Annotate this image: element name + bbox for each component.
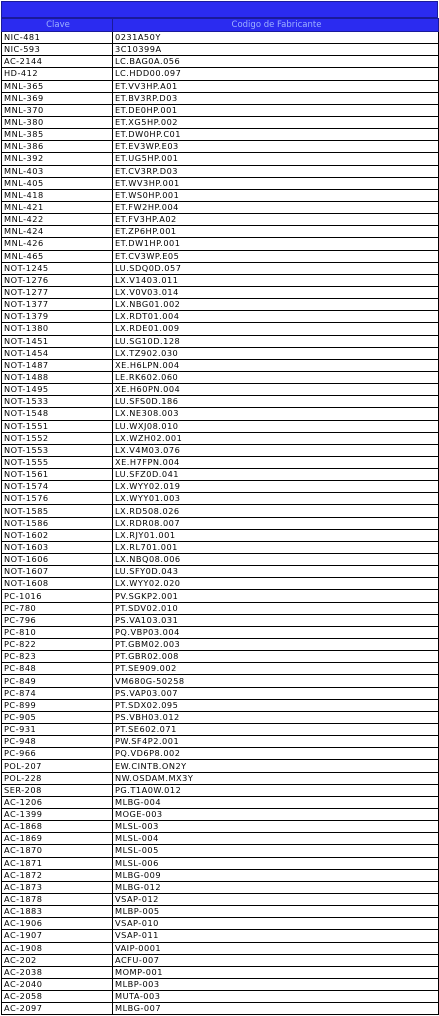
- clave-cell[interactable]: AC-2144: [2, 56, 113, 68]
- table-row: [2, 675, 439, 687]
- codigo-fabricante-cell[interactable]: LX.RDE01.009: [113, 323, 439, 335]
- codigo-fabricante-cell[interactable]: 3C10399A: [113, 44, 439, 56]
- codigo-fabricante-cell[interactable]: MOMP-001: [113, 966, 439, 978]
- table-row: [2, 129, 439, 141]
- clave-cell[interactable]: PC-874: [2, 687, 113, 699]
- table-row: [2, 639, 439, 651]
- clave-cell[interactable]: NOT-1576: [2, 493, 113, 505]
- clave-cell[interactable]: PC-1016: [2, 590, 113, 602]
- clave-cell[interactable]: NOT-1586: [2, 517, 113, 529]
- clave-cell[interactable]: MNL-385: [2, 129, 113, 141]
- table-row: [2, 408, 439, 420]
- header-codigo-fabricante: Codigo de Fabricante: [113, 19, 439, 32]
- codigo-fabricante-cell[interactable]: VSAP-010: [113, 918, 439, 930]
- codigo-fabricante-cell[interactable]: MLSL-006: [113, 857, 439, 869]
- codigo-fabricante-cell[interactable]: PQ.VBP03.004: [113, 626, 439, 638]
- codigo-fabricante-cell[interactable]: ET.WS0HP.001: [113, 189, 439, 201]
- clave-cell[interactable]: PC-899: [2, 699, 113, 711]
- clave-cell[interactable]: NOT-1552: [2, 432, 113, 444]
- clave-cell[interactable]: AC-1206: [2, 796, 113, 808]
- table-row: [2, 32, 439, 44]
- table-row: [2, 760, 439, 772]
- clave-cell[interactable]: AC-1871: [2, 857, 113, 869]
- clave-cell[interactable]: PC-848: [2, 663, 113, 675]
- table-row: [2, 881, 439, 893]
- table-row: [2, 699, 439, 711]
- table-row: [2, 481, 439, 493]
- clave-cell[interactable]: MNL-392: [2, 153, 113, 165]
- codigo-fabricante-cell[interactable]: LU.SFY0D.043: [113, 566, 439, 578]
- codigo-fabricante-cell[interactable]: LX.WYY01.003: [113, 493, 439, 505]
- codigo-fabricante-cell[interactable]: EW.CINTB.ON2Y: [113, 760, 439, 772]
- codigo-fabricante-cell[interactable]: ET.FW2HP.004: [113, 201, 439, 213]
- clave-cell[interactable]: PC-810: [2, 626, 113, 638]
- codigo-fabricante-cell[interactable]: LX.WYY02.020: [113, 578, 439, 590]
- codigo-fabricante-cell[interactable]: 0231A50Y: [113, 32, 439, 44]
- codigo-fabricante-cell[interactable]: ET.ZP6HP.001: [113, 226, 439, 238]
- codigo-fabricante-cell[interactable]: ET.CV3WP.E05: [113, 250, 439, 262]
- codigo-fabricante-cell[interactable]: PT.SDV02.010: [113, 602, 439, 614]
- codigo-fabricante-cell[interactable]: ET.DW0HP.C01: [113, 129, 439, 141]
- codigo-fabricante-cell[interactable]: VSAP-011: [113, 930, 439, 942]
- table-row: [2, 44, 439, 56]
- codigo-fabricante-cell[interactable]: LU.SDQ0D.057: [113, 262, 439, 274]
- clave-cell[interactable]: NOT-1603: [2, 541, 113, 553]
- table-row: [2, 529, 439, 541]
- codigo-fabricante-cell[interactable]: ET.UG5HP.001: [113, 153, 439, 165]
- codigo-fabricante-cell[interactable]: PG.T1A0W.012: [113, 784, 439, 796]
- codigo-fabricante-cell[interactable]: ET.EV3WP.E03: [113, 141, 439, 153]
- table-row: [2, 432, 439, 444]
- clave-cell[interactable]: MNL-403: [2, 165, 113, 177]
- clave-cell[interactable]: NOT-1574: [2, 481, 113, 493]
- table-row: [2, 359, 439, 371]
- header-clave: Clave: [2, 19, 113, 32]
- clave-cell[interactable]: MNL-365: [2, 80, 113, 92]
- clave-cell[interactable]: NOT-1487: [2, 359, 113, 371]
- codigo-fabricante-cell[interactable]: MUTA-003: [113, 991, 439, 1003]
- codigo-fabricante-cell[interactable]: LX.RDR08.007: [113, 517, 439, 529]
- codigo-fabricante-cell[interactable]: ET.CV3RP.D03: [113, 165, 439, 177]
- codigo-fabricante-cell[interactable]: PV.SGKP2.001: [113, 590, 439, 602]
- codigo-fabricante-cell[interactable]: PS.VBH03.012: [113, 711, 439, 723]
- clave-cell[interactable]: NOT-1608: [2, 578, 113, 590]
- table-row: [2, 165, 439, 177]
- table-row: [2, 626, 439, 638]
- clave-cell[interactable]: AC-1873: [2, 881, 113, 893]
- clave-cell[interactable]: AC-1883: [2, 906, 113, 918]
- clave-cell[interactable]: AC-1399: [2, 809, 113, 821]
- table-row: [2, 966, 439, 978]
- table-row: [2, 444, 439, 456]
- table-row: [2, 930, 439, 942]
- clave-cell[interactable]: NOT-1380: [2, 323, 113, 335]
- clave-cell[interactable]: POL-228: [2, 772, 113, 784]
- table-row: [2, 469, 439, 481]
- table-row: [2, 724, 439, 736]
- spreadsheet: [1, 1, 438, 1015]
- table-row: [2, 456, 439, 468]
- table-row: [2, 821, 439, 833]
- table-row: [2, 177, 439, 189]
- codigo-fabricante-cell[interactable]: VSAP-012: [113, 893, 439, 905]
- clave-cell[interactable]: NIC-481: [2, 32, 113, 44]
- table-row: [2, 226, 439, 238]
- table-row: [2, 918, 439, 930]
- table-row: [2, 116, 439, 128]
- codigo-fabricante-cell[interactable]: PS.VAP03.007: [113, 687, 439, 699]
- table-row: [2, 274, 439, 286]
- table-row: [2, 663, 439, 675]
- codigo-fabricante-cell[interactable]: LX.V1403.011: [113, 274, 439, 286]
- clave-cell[interactable]: NOT-1277: [2, 286, 113, 298]
- table-row: [2, 978, 439, 990]
- clave-cell[interactable]: NOT-1561: [2, 469, 113, 481]
- codigo-fabricante-cell[interactable]: PT.GBR02.008: [113, 651, 439, 663]
- clave-cell[interactable]: MNL-465: [2, 250, 113, 262]
- table-row: [2, 796, 439, 808]
- clave-cell[interactable]: NOT-1495: [2, 384, 113, 396]
- codigo-fabricante-cell[interactable]: ET.VV3HP.A01: [113, 80, 439, 92]
- clave-cell[interactable]: NOT-1585: [2, 505, 113, 517]
- codigo-fabricante-cell[interactable]: LC.HDD00.097: [113, 68, 439, 80]
- codigo-fabricante-cell[interactable]: LX.RL701.001: [113, 541, 439, 553]
- clave-cell[interactable]: NOT-1548: [2, 408, 113, 420]
- table-row: [2, 299, 439, 311]
- table-row: [2, 906, 439, 918]
- table-row: [2, 554, 439, 566]
- clave-cell[interactable]: NOT-1377: [2, 299, 113, 311]
- codigo-fabricante-cell[interactable]: LU.WXJ08.010: [113, 420, 439, 432]
- table-row: [2, 857, 439, 869]
- clave-cell[interactable]: MNL-424: [2, 226, 113, 238]
- table-row: [2, 262, 439, 274]
- table-row: [2, 335, 439, 347]
- codigo-fabricante-cell[interactable]: LC.BAG0A.056: [113, 56, 439, 68]
- clave-cell[interactable]: MNL-370: [2, 104, 113, 116]
- table-row: [2, 566, 439, 578]
- table-row: [2, 784, 439, 796]
- table-row: [2, 651, 439, 663]
- table-row: [2, 505, 439, 517]
- codigo-fabricante-cell[interactable]: MLBG-012: [113, 881, 439, 893]
- codigo-fabricante-cell[interactable]: MOGE-003: [113, 809, 439, 821]
- codigo-fabricante-cell[interactable]: LX.NBQ08.006: [113, 554, 439, 566]
- codigo-fabricante-cell[interactable]: LX.WYY02.019: [113, 481, 439, 493]
- clave-cell[interactable]: AC-1907: [2, 930, 113, 942]
- clave-cell[interactable]: AC-2040: [2, 978, 113, 990]
- codigo-fabricante-cell[interactable]: PS.VA103.031: [113, 614, 439, 626]
- clave-cell[interactable]: NOT-1454: [2, 347, 113, 359]
- clave-cell[interactable]: AC-2097: [2, 1003, 113, 1015]
- clave-cell[interactable]: AC-1878: [2, 893, 113, 905]
- clave-cell[interactable]: PC-822: [2, 639, 113, 651]
- clave-cell[interactable]: SER-208: [2, 784, 113, 796]
- codigo-fabricante-cell[interactable]: XE.H60PN.004: [113, 384, 439, 396]
- table-row: [2, 238, 439, 250]
- table-row: [2, 80, 439, 92]
- clave-cell[interactable]: AC-202: [2, 954, 113, 966]
- clave-cell[interactable]: PC-780: [2, 602, 113, 614]
- codigo-fabricante-cell[interactable]: ET.DW1HP.001: [113, 238, 439, 250]
- codigo-fabricante-cell[interactable]: MLSL-005: [113, 845, 439, 857]
- codes-table: [1, 18, 439, 1015]
- codigo-fabricante-cell[interactable]: LU.SG10D.128: [113, 335, 439, 347]
- codigo-fabricante-cell[interactable]: MLBP-005: [113, 906, 439, 918]
- table-row: [2, 748, 439, 760]
- codigo-fabricante-cell[interactable]: ACFU-007: [113, 954, 439, 966]
- codigo-fabricante-cell[interactable]: MLBP-003: [113, 978, 439, 990]
- clave-cell[interactable]: PC-849: [2, 675, 113, 687]
- table-row: [2, 323, 439, 335]
- table-row: [2, 141, 439, 153]
- clave-cell[interactable]: NOT-1276: [2, 274, 113, 286]
- clave-cell[interactable]: AC-1908: [2, 942, 113, 954]
- table-row: [2, 893, 439, 905]
- codigo-fabricante-cell[interactable]: PT.GBM02.003: [113, 639, 439, 651]
- codigo-fabricante-cell[interactable]: LX.NE308.003: [113, 408, 439, 420]
- header-row: [2, 19, 439, 32]
- table-row: [2, 517, 439, 529]
- clave-cell[interactable]: NOT-1602: [2, 529, 113, 541]
- codigo-fabricante-cell[interactable]: ET.FV3HP.A02: [113, 214, 439, 226]
- clave-cell[interactable]: POL-207: [2, 760, 113, 772]
- clave-cell[interactable]: NOT-1379: [2, 311, 113, 323]
- clave-cell[interactable]: MNL-405: [2, 177, 113, 189]
- clave-cell[interactable]: PC-823: [2, 651, 113, 663]
- codigo-fabricante-cell[interactable]: LX.TZ902.030: [113, 347, 439, 359]
- table-row: [2, 384, 439, 396]
- table-body: [2, 32, 439, 1015]
- codigo-fabricante-cell[interactable]: MLBG-007: [113, 1003, 439, 1015]
- clave-cell[interactable]: HD-412: [2, 68, 113, 80]
- clave-cell[interactable]: AC-1868: [2, 821, 113, 833]
- table-row: [2, 493, 439, 505]
- codigo-fabricante-cell[interactable]: ET.BV3RP.D03: [113, 92, 439, 104]
- codigo-fabricante-cell[interactable]: ET.WV3HP.001: [113, 177, 439, 189]
- clave-cell[interactable]: NOT-1555: [2, 456, 113, 468]
- table-row: [2, 772, 439, 784]
- table-row: [2, 250, 439, 262]
- table-row: [2, 104, 439, 116]
- table-row: [2, 845, 439, 857]
- codigo-fabricante-cell[interactable]: LX.V4M03.076: [113, 444, 439, 456]
- table-row: [2, 736, 439, 748]
- clave-cell[interactable]: MNL-418: [2, 189, 113, 201]
- clave-cell[interactable]: AC-2058: [2, 991, 113, 1003]
- table-row: [2, 371, 439, 383]
- codigo-fabricante-cell[interactable]: XE.H7FPN.004: [113, 456, 439, 468]
- clave-cell[interactable]: PC-796: [2, 614, 113, 626]
- codigo-fabricante-cell[interactable]: LX.RJY01.001: [113, 529, 439, 541]
- codigo-fabricante-cell[interactable]: MLSL-003: [113, 821, 439, 833]
- table-row: [2, 153, 439, 165]
- codigo-fabricante-cell[interactable]: LU.SFS0D.186: [113, 396, 439, 408]
- codigo-fabricante-cell[interactable]: LU.SFZ0D.041: [113, 469, 439, 481]
- codigo-fabricante-cell[interactable]: LX.RDT01.004: [113, 311, 439, 323]
- clave-cell[interactable]: MNL-421: [2, 201, 113, 213]
- codigo-fabricante-cell[interactable]: VAIP-0001: [113, 942, 439, 954]
- clave-cell[interactable]: PC-948: [2, 736, 113, 748]
- table-row: [2, 189, 439, 201]
- clave-cell[interactable]: PC-905: [2, 711, 113, 723]
- clave-cell[interactable]: NOT-1245: [2, 262, 113, 274]
- table-row: [2, 833, 439, 845]
- table-row: [2, 68, 439, 80]
- codigo-fabricante-cell[interactable]: LX.NBG01.002: [113, 299, 439, 311]
- clave-cell[interactable]: MNL-426: [2, 238, 113, 250]
- clave-cell[interactable]: AC-2038: [2, 966, 113, 978]
- clave-cell[interactable]: AC-1872: [2, 869, 113, 881]
- clave-cell[interactable]: NIC-593: [2, 44, 113, 56]
- codigo-fabricante-cell[interactable]: ET.XG5HP.002: [113, 116, 439, 128]
- table-row: [2, 201, 439, 213]
- codigo-fabricante-cell[interactable]: LE.RK602.060: [113, 371, 439, 383]
- codigo-fabricante-cell[interactable]: PT.SE909.002: [113, 663, 439, 675]
- table-row: [2, 614, 439, 626]
- table-row: [2, 869, 439, 881]
- codigo-fabricante-cell[interactable]: MLSL-004: [113, 833, 439, 845]
- table-row: [2, 809, 439, 821]
- codigo-fabricante-cell[interactable]: LX.V0V03.014: [113, 286, 439, 298]
- codigo-fabricante-cell[interactable]: PT.SE602.071: [113, 724, 439, 736]
- codigo-fabricante-cell[interactable]: PW.SF4P2.001: [113, 736, 439, 748]
- codigo-fabricante-cell[interactable]: MLBG-009: [113, 869, 439, 881]
- codigo-fabricante-cell[interactable]: XE.H6LPN.004: [113, 359, 439, 371]
- table-row: [2, 420, 439, 432]
- clave-cell[interactable]: NOT-1533: [2, 396, 113, 408]
- table-row: [2, 286, 439, 298]
- table-row: [2, 991, 439, 1003]
- codigo-fabricante-cell[interactable]: LX.RD508.026: [113, 505, 439, 517]
- table-row: [2, 602, 439, 614]
- clave-cell[interactable]: NOT-1606: [2, 554, 113, 566]
- clave-cell[interactable]: AC-1906: [2, 918, 113, 930]
- clave-cell[interactable]: NOT-1451: [2, 335, 113, 347]
- table-row: [2, 347, 439, 359]
- table-row: [2, 711, 439, 723]
- table-row: [2, 541, 439, 553]
- table-row: [2, 954, 439, 966]
- table-row: [2, 396, 439, 408]
- table-row: [2, 687, 439, 699]
- codigo-fabricante-cell[interactable]: MLBG-004: [113, 796, 439, 808]
- table-row: [2, 942, 439, 954]
- clave-cell[interactable]: MNL-380: [2, 116, 113, 128]
- codigo-fabricante-cell[interactable]: PQ.VD6P8.002: [113, 748, 439, 760]
- table-row: [2, 92, 439, 104]
- clave-cell[interactable]: NOT-1488: [2, 371, 113, 383]
- clave-cell[interactable]: MNL-369: [2, 92, 113, 104]
- clave-cell[interactable]: MNL-386: [2, 141, 113, 153]
- table-row: [2, 56, 439, 68]
- codigo-fabricante-cell[interactable]: LX.WZH02.001: [113, 432, 439, 444]
- table-row: [2, 590, 439, 602]
- codigo-fabricante-cell[interactable]: PT.SDX02.095: [113, 699, 439, 711]
- clave-cell[interactable]: NOT-1607: [2, 566, 113, 578]
- codigo-fabricante-cell[interactable]: NW.OSDAM.MX3Y: [113, 772, 439, 784]
- table-row: [2, 578, 439, 590]
- codigo-fabricante-cell[interactable]: VM680G-50258: [113, 675, 439, 687]
- clave-cell[interactable]: PC-966: [2, 748, 113, 760]
- clave-cell[interactable]: NOT-1553: [2, 444, 113, 456]
- table-row: [2, 311, 439, 323]
- clave-cell[interactable]: PC-931: [2, 724, 113, 736]
- codigo-fabricante-cell[interactable]: ET.DE0HP.001: [113, 104, 439, 116]
- table-row: [2, 1003, 439, 1015]
- clave-cell[interactable]: NOT-1551: [2, 420, 113, 432]
- clave-cell[interactable]: AC-1870: [2, 845, 113, 857]
- table-row: [2, 214, 439, 226]
- clave-cell[interactable]: MNL-422: [2, 214, 113, 226]
- title-bar: [1, 1, 438, 18]
- clave-cell[interactable]: AC-1869: [2, 833, 113, 845]
